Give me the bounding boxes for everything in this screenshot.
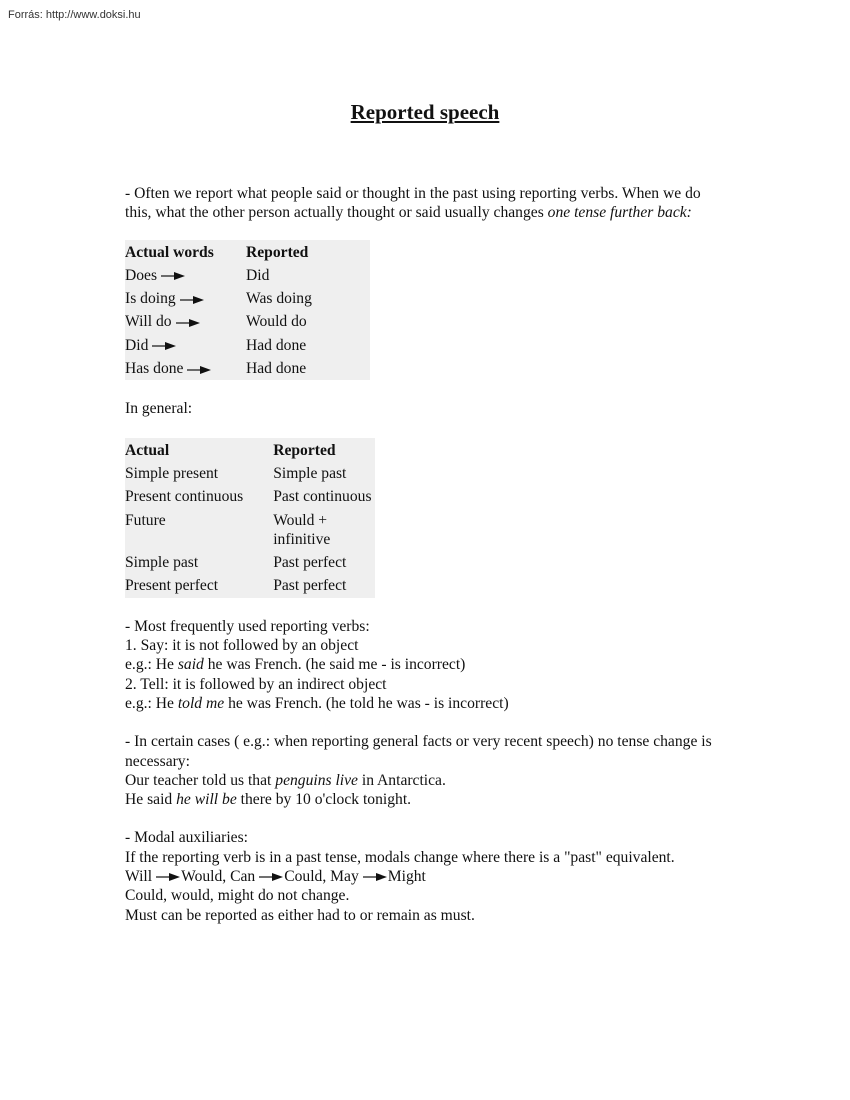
table-header-row bbox=[125, 438, 375, 462]
actual-cell: Simple present bbox=[125, 464, 219, 482]
actual-cell: Present perfect bbox=[125, 577, 219, 595]
actual-cell bbox=[125, 264, 246, 287]
arrow-right-icon bbox=[156, 872, 180, 882]
modals-heading: - Modal auxiliaries: bbox=[125, 829, 248, 847]
intro-emphasis: one tense further back: bbox=[547, 204, 692, 222]
actual-cell bbox=[125, 310, 246, 333]
actual-text: Did bbox=[125, 336, 149, 354]
arrow-right-icon bbox=[161, 271, 185, 281]
reported-cell: Simple past bbox=[273, 464, 347, 482]
source-url-line: Forrás: http://www.doksi.hu bbox=[8, 9, 141, 21]
modal-to: Might bbox=[387, 868, 426, 886]
reported-cell: Had done bbox=[246, 336, 307, 354]
modal-to: Could, bbox=[284, 868, 327, 886]
page-title: Reported speech bbox=[350, 100, 500, 124]
table-row bbox=[125, 509, 375, 552]
example-emphasis: he will be bbox=[176, 791, 237, 809]
modal-from: Will bbox=[125, 868, 153, 886]
example-emphasis: said bbox=[177, 656, 204, 674]
no-change-section bbox=[125, 732, 725, 809]
table-row bbox=[125, 310, 370, 333]
arrow-right-icon bbox=[180, 295, 204, 305]
column-header-reported: Reported bbox=[273, 441, 336, 459]
reported-cell: Past perfect bbox=[273, 554, 347, 572]
table-row bbox=[125, 264, 370, 287]
reported-cell: Past perfect bbox=[273, 577, 347, 595]
table-row bbox=[125, 287, 370, 310]
modal-from: May bbox=[330, 868, 359, 886]
reporting-verbs-section bbox=[125, 617, 725, 713]
intro-paragraph bbox=[125, 184, 725, 223]
table-row bbox=[125, 551, 375, 574]
example-post: in Antarctica. bbox=[357, 771, 446, 789]
example-pre: e.g.: He bbox=[125, 694, 178, 712]
column-header-actual: Actual bbox=[125, 441, 170, 459]
modal-to: Would, bbox=[181, 868, 227, 886]
arrow-right-icon bbox=[176, 318, 200, 328]
modals-no-change: Could, would, might do not change. bbox=[125, 887, 350, 905]
arrow-right-icon bbox=[259, 872, 283, 882]
intro-text: - Often we report what people said or thought in the past using reporting verbs. When we do this, what the other person actually thought or said usually changes bbox=[125, 185, 701, 222]
actual-cell bbox=[125, 287, 246, 310]
modal-pairs-line bbox=[125, 867, 725, 886]
example-post: there by 10 o'clock tonight. bbox=[236, 791, 412, 809]
table-row bbox=[125, 574, 375, 597]
table-row bbox=[125, 462, 375, 485]
general-tense-table bbox=[125, 438, 375, 598]
actual-cell: Simple past bbox=[125, 554, 199, 572]
table-row bbox=[125, 334, 370, 357]
table-row bbox=[125, 357, 370, 380]
actual-text: Will do bbox=[125, 313, 172, 331]
table-header-row bbox=[125, 240, 370, 264]
modals-rule: If the reporting verb is in a past tense, modals change where there is a "past" equivalent. bbox=[125, 848, 675, 866]
reporting-verbs-heading: - Most frequently used reporting verbs: bbox=[125, 617, 370, 635]
no-change-example-2 bbox=[125, 790, 725, 809]
actual-text: Does bbox=[125, 266, 158, 284]
reported-cell: Had done bbox=[246, 360, 307, 378]
example-pre: e.g.: He bbox=[125, 656, 178, 674]
say-rule: 1. Say: it is not followed by an object bbox=[125, 637, 359, 655]
say-example bbox=[125, 655, 725, 674]
reported-cell: Past continuous bbox=[273, 488, 372, 506]
actual-text: Is doing bbox=[125, 290, 176, 308]
example-emphasis: told me bbox=[177, 694, 225, 712]
column-header-reported: Reported bbox=[246, 243, 309, 261]
arrow-right-icon bbox=[187, 365, 211, 375]
example-pre: Our teacher told us that bbox=[125, 771, 276, 789]
actual-text: Has done bbox=[125, 360, 184, 378]
tell-example bbox=[125, 694, 725, 713]
actual-cell bbox=[125, 334, 246, 357]
modals-must: Must can be reported as either had to or remain as must. bbox=[125, 906, 475, 924]
no-change-example-1 bbox=[125, 771, 725, 790]
table-row bbox=[125, 485, 375, 508]
reported-cell: Was doing bbox=[246, 290, 312, 308]
document-body bbox=[125, 184, 725, 925]
modals-section bbox=[125, 828, 725, 924]
example-post: he was French. (he said me - is incorrect) bbox=[203, 656, 466, 674]
in-general-label: In general: bbox=[125, 400, 193, 418]
reported-cell: Would do bbox=[246, 313, 307, 331]
reported-cell: Would + infinitive bbox=[273, 511, 331, 548]
reported-cell: Did bbox=[246, 266, 270, 284]
actual-cell bbox=[125, 357, 246, 380]
modal-from: Can bbox=[230, 868, 256, 886]
example-post: he was French. (he told he was - is incorrect) bbox=[224, 694, 509, 712]
example-pre: He said bbox=[125, 791, 177, 809]
example-emphasis: penguins live bbox=[275, 771, 358, 789]
tell-rule: 2. Tell: it is followed by an indirect object bbox=[125, 675, 387, 693]
column-header-actual-words: Actual words bbox=[125, 243, 214, 261]
actual-cell: Future bbox=[125, 511, 166, 529]
no-change-rule: - In certain cases ( e.g.: when reporting general facts or very recent speech) no tense change is necessary: bbox=[125, 733, 712, 770]
arrow-right-icon bbox=[152, 341, 176, 351]
tense-shift-table bbox=[125, 240, 370, 381]
actual-cell: Present continuous bbox=[125, 488, 244, 506]
arrow-right-icon bbox=[363, 872, 387, 882]
